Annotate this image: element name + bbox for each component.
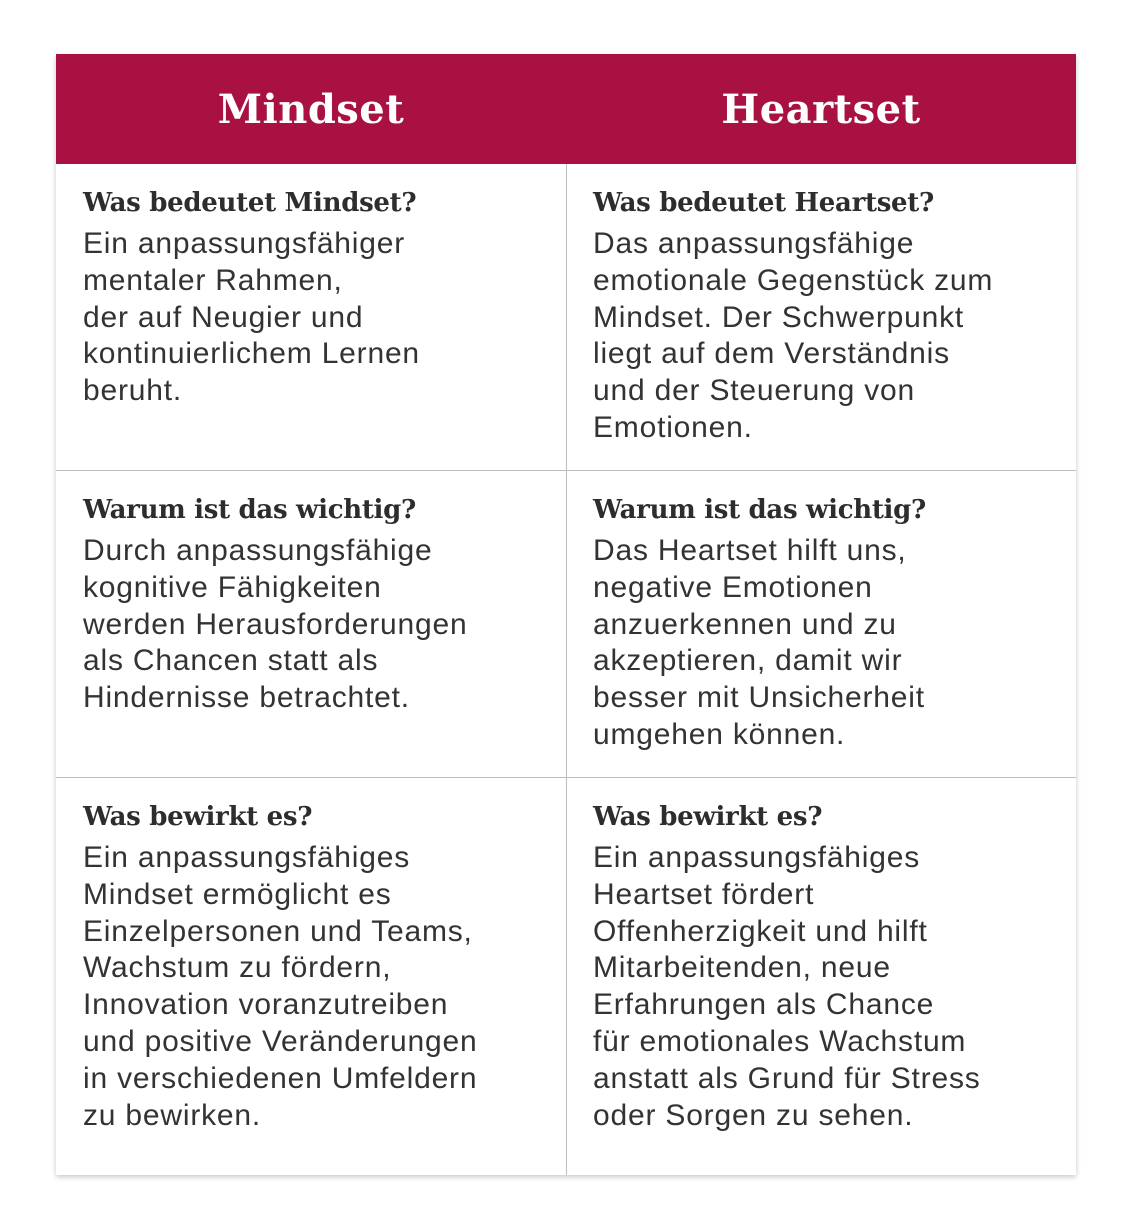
header-heartset: Heartset <box>721 86 921 133</box>
cell-question: Warum ist das wichtig? <box>83 495 416 525</box>
cell-mindset-definition <box>83 188 553 410</box>
cell-answer: Ein anpassungsfähiges Mindset ermöglicht es Einzelpersonen und Teams, Wachstum zu fördern, Innovation voranzutreiben und positive Veränderungen in verschiedenen Umfeldern zu bewirken. <box>83 841 478 1132</box>
cell-question: Warum ist das wichtig? <box>593 495 926 525</box>
cell-heartset-importance <box>593 495 1063 754</box>
row-divider <box>56 777 1076 778</box>
cell-mindset-importance <box>83 495 553 717</box>
cell-question: Was bewirkt es? <box>83 802 313 832</box>
cell-answer: Durch anpassungsfähige kognitive Fähigkeiten werden Herausforderungen als Chancen statt als Hindernisse betrachtet. <box>83 534 468 715</box>
cell-question: Was bewirkt es? <box>593 802 823 832</box>
column-divider <box>566 164 567 1175</box>
cell-heartset-definition <box>593 188 1063 447</box>
comparison-table <box>56 54 1076 1175</box>
cell-answer: Das anpassungsfähige emotionale Gegenstück zum Mindset. Der Schwerpunkt liegt auf dem Verständnis und der Steuerung von Emotionen. <box>593 227 994 444</box>
cell-question: Was bedeutet Heartset? <box>593 188 934 218</box>
cell-heartset-effect <box>593 802 1063 1134</box>
header-mindset: Mindset <box>217 86 405 133</box>
cell-question: Was bedeutet Mindset? <box>83 188 417 218</box>
cell-answer: Ein anpassungsfähiges Heartset fördert Offenherzigkeit und hilft Mitarbeitenden, neue Erfahrungen als Chance für emotionales Wachstum anstatt als Grund für Stress oder Sorgen zu sehen. <box>593 841 981 1132</box>
cell-answer: Ein anpassungsfähiger mentaler Rahmen, der auf Neugier und kontinuierlichem Lernen beruht. <box>83 227 420 408</box>
table-header <box>56 54 1076 164</box>
cell-answer: Das Heartset hilft uns, negative Emotionen anzuerkennen und zu akzeptieren, damit wir besser mit Unsicherheit umgehen können. <box>593 534 925 751</box>
cell-mindset-effect <box>83 802 553 1134</box>
row-divider <box>56 470 1076 471</box>
